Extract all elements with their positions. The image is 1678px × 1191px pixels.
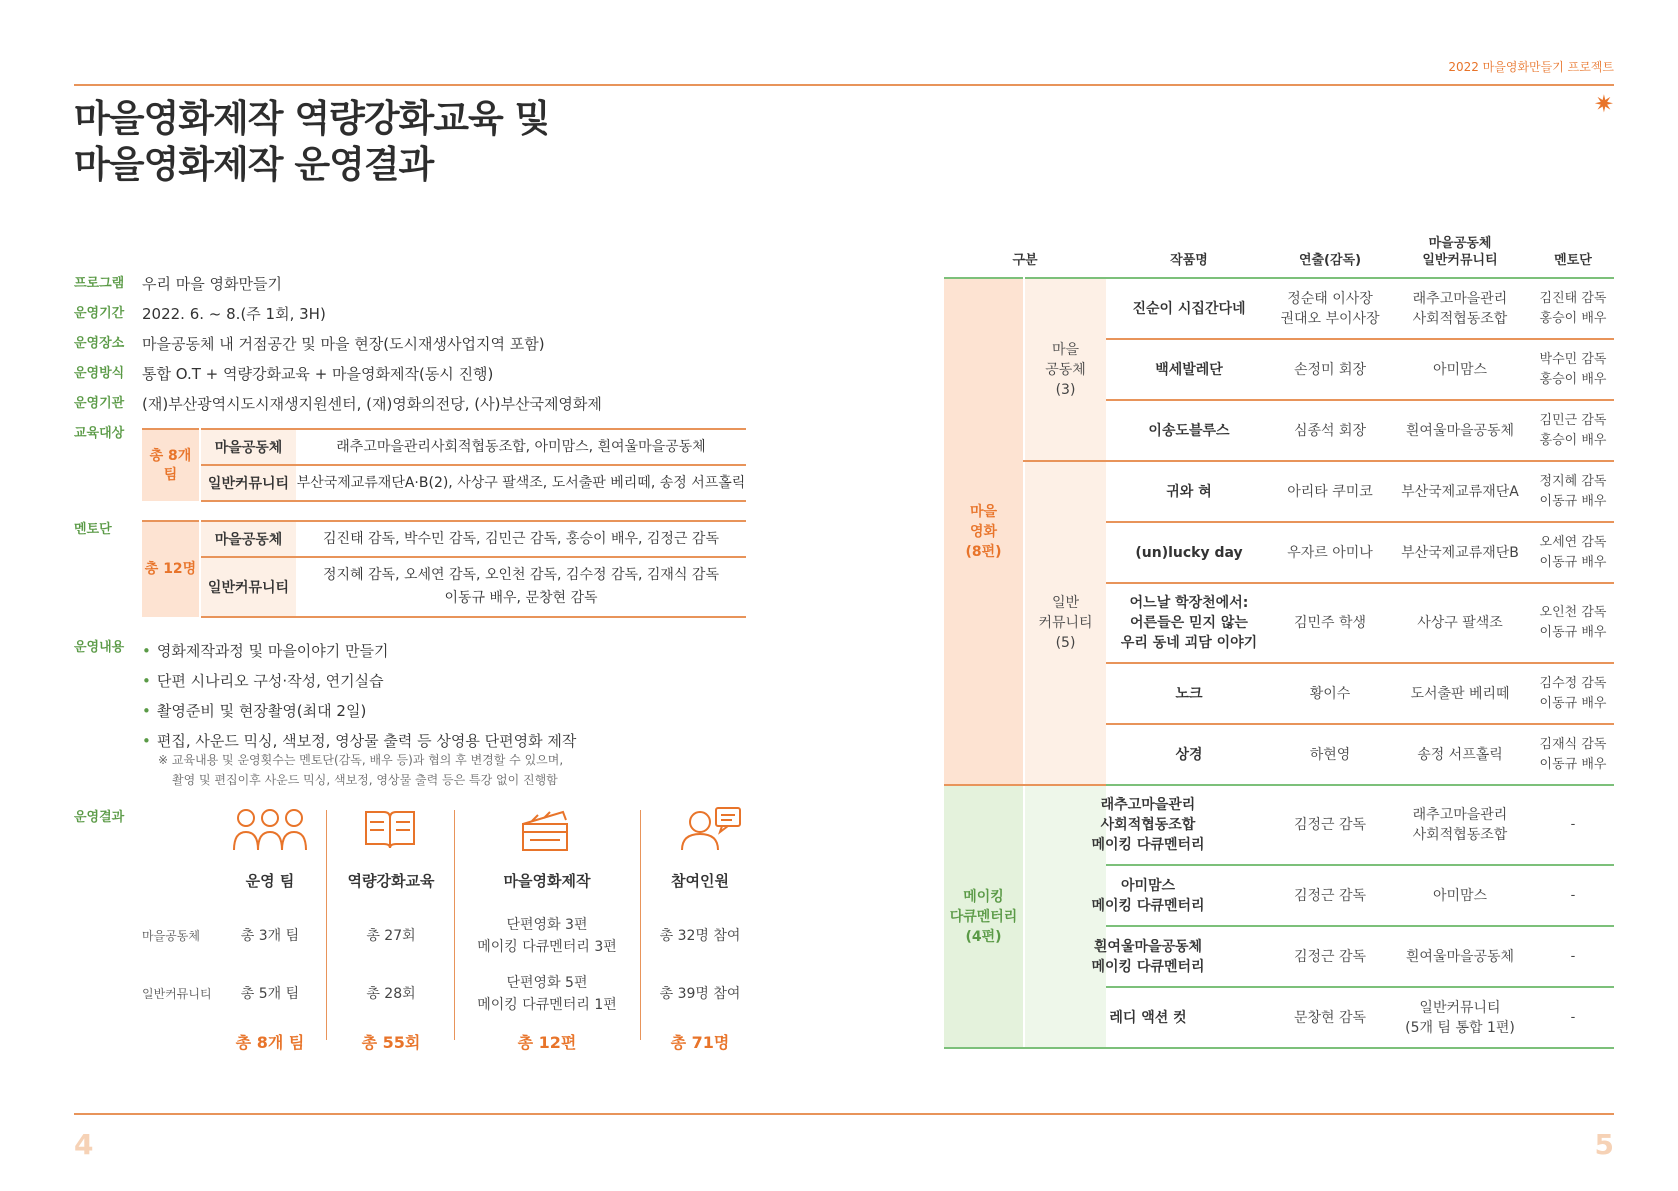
bottom-divider [74, 1113, 1614, 1115]
header-group: 구분 [1012, 253, 1038, 268]
info-value: 2022. 6. ~ 8.(주 1회, 3H) [142, 305, 326, 323]
film-title: 상경 [1106, 724, 1272, 785]
list-item: • 영화제작과정 및 마을이야기 만들기 [142, 642, 389, 660]
target-desc: 래추고마을관리사회적협동조합, 아미맘스, 흰여울마을공동체 [296, 429, 746, 465]
info-value: 마을공동체 내 거점공간 및 마을 현장(도시재생사업지역 포함) [142, 335, 545, 353]
target-label: 교육대상 [74, 426, 125, 441]
mentor-total: 총 12명 [142, 521, 200, 617]
contents-list [142, 636, 576, 756]
film-mentor: 오세연 감독 이동규 배우 [1532, 522, 1614, 583]
target-total: 총 8개 팀 [142, 429, 200, 501]
results-head: 역량강화교육 [347, 872, 435, 890]
film-community: 부산국제교류재단A [1388, 461, 1532, 522]
film-director: 손정미 회장 [1272, 339, 1388, 400]
film-mentor: 김진태 감독 홍승이 배우 [1532, 278, 1614, 339]
book-icon [362, 806, 418, 852]
results-cell: 총 27회 [366, 928, 416, 944]
doc-title: 래추고마을관리 사회적협동조합 메이킹 다큐멘터리 [1065, 785, 1231, 865]
film-director: 심종석 회장 [1272, 400, 1388, 461]
results-row-label: 일반커뮤니티 [142, 987, 212, 1001]
subgroup-cell-village: 마을 공동체 (3) [1024, 278, 1106, 461]
contents-note: ※ 교육내용 및 운영횟수는 멘토단(감독, 배우 등)과 협의 후 변경할 수 있으며, 촬영 및 편집이후 사운드 믹싱, 색보정, 영상물 출력 등은 특강 없이 진행함 [158, 753, 564, 787]
page-title: 마을영화제작 역량강화교육 및 마을영화제작 운영결과 [74, 97, 550, 186]
film-community: 래추고마을관리 사회적협동조합 [1388, 278, 1532, 339]
mentor-desc: 정지혜 감독, 오세연 감독, 오인천 감독, 김수정 감독, 김재식 감독 이동규 배우, 문창현 감독 [296, 557, 746, 617]
film-community: 사상구 팔색조 [1388, 583, 1532, 663]
info-label: 운영기관 [74, 396, 125, 411]
doc-title: 아미맘스 메이킹 다큐멘터리 [1065, 865, 1231, 926]
subgroup-cell-community: 일반 커뮤니티 (5) [1024, 461, 1106, 785]
film-mentor: 정지혜 감독 이동규 배우 [1532, 461, 1614, 522]
mentor-label: 멘토단 [74, 522, 112, 537]
doc-mentor: - [1532, 926, 1614, 987]
results-cell: 단편영화 3편 메이킹 다큐멘터리 3편 [477, 917, 617, 955]
results-cell: 총 28회 [366, 986, 416, 1002]
film-director: 김민주 학생 [1272, 583, 1388, 663]
film-title: (un)lucky day [1106, 522, 1272, 583]
target-category: 일반커뮤니티 [200, 465, 296, 501]
doc-mentor: - [1532, 785, 1614, 865]
results-cell: 총 5개 팀 [240, 986, 300, 1002]
doc-community: 아미맘스 [1388, 865, 1532, 926]
divider [640, 810, 641, 1040]
target-desc: 부산국제교류재단A·B(2), 사상구 팔색조, 도서출판 베리떼, 송정 서프홀릭 [296, 465, 746, 501]
results-cell: 총 39명 참여 [659, 986, 741, 1002]
film-community: 흰여울마을공동체 [1388, 400, 1532, 461]
doc-mentor: - [1532, 987, 1614, 1048]
mentor-table [142, 520, 746, 618]
top-divider [74, 84, 1614, 86]
clapperboard-icon [520, 806, 570, 852]
divider [326, 810, 327, 1040]
film-community: 도서출판 베리떼 [1388, 663, 1532, 724]
doc-title: 흰여울마을공동체 메이킹 다큐멘터리 [1065, 926, 1231, 987]
film-title: 백세발레단 [1106, 339, 1272, 400]
results-cell: 총 3개 팀 [240, 928, 300, 944]
info-label: 운영기간 [74, 306, 125, 321]
doc-community: 일반커뮤니티 (5개 팀 통합 1편) [1388, 987, 1532, 1048]
doc-director: 김정근 감독 [1272, 865, 1388, 926]
list-item: • 단편 시나리오 구성·작성, 연기실습 [142, 672, 384, 690]
results-total: 총 55회 [361, 1033, 421, 1052]
group-cell-village-film: 마을 영화 (8편) [944, 278, 1024, 785]
film-community: 아미맘스 [1388, 339, 1532, 400]
mentor-category: 마을공동체 [200, 521, 296, 557]
info-value: 우리 마을 영화만들기 [142, 275, 282, 293]
group-cell-making-doc: 메이킹 다큐멘터리 (4편) [944, 785, 1024, 1048]
divider [454, 810, 455, 1040]
list-item: • 촬영준비 및 현장촬영(최대 2일) [142, 702, 367, 720]
film-director: 황이수 [1272, 663, 1388, 724]
doc-mentor: - [1532, 865, 1614, 926]
film-director: 아리타 쿠미코 [1272, 461, 1388, 522]
film-director: 우자르 아미나 [1272, 522, 1388, 583]
header-community: 마을공동체 일반커뮤니티 [1422, 236, 1498, 268]
film-director: 하현영 [1272, 724, 1388, 785]
contents-label: 운영내용 [74, 640, 125, 655]
page-number-left: 4 [74, 1128, 94, 1161]
person-chat-icon [680, 806, 742, 852]
header-mentor: 멘토단 [1554, 253, 1592, 268]
results-cell: 총 32명 참여 [659, 928, 741, 944]
project-header: 2022 마을영화만들기 프로젝트 [1448, 60, 1614, 74]
film-title: 진순이 시집간다네 [1106, 278, 1272, 339]
team-icon [232, 806, 308, 852]
info-label: 운영방식 [74, 366, 125, 381]
results-total: 총 12편 [517, 1033, 577, 1052]
doc-director: 김정근 감독 [1272, 785, 1388, 865]
film-title: 어느날 학장천에서: 어른들은 믿지 않는 우리 동네 괴담 이야기 [1106, 583, 1272, 663]
film-director: 정순태 이사장 권대오 부이사장 [1272, 278, 1388, 339]
doc-director: 김정근 감독 [1272, 926, 1388, 987]
mentor-desc: 김진태 감독, 박수민 감독, 김민근 감독, 홍승이 배우, 김정근 감독 [296, 521, 746, 557]
results-head: 운영 팀 [245, 872, 295, 890]
results-total: 총 8개 팀 [235, 1033, 305, 1052]
info-value: (재)부산광역시도시재생지원센터, (재)영화의전당, (사)부산국제영화제 [142, 395, 602, 413]
results-cell: 단편영화 5편 메이킹 다큐멘터리 1편 [477, 975, 617, 1013]
list-item: • 편집, 사운드 믹싱, 색보정, 영상물 출력 등 상영용 단편영화 제작 [142, 732, 577, 750]
header-director: 연출(감독) [1298, 253, 1362, 268]
doc-community: 흰여울마을공동체 [1388, 926, 1532, 987]
results-head: 마을영화제작 [503, 872, 591, 890]
results-head: 참여인원 [671, 872, 729, 890]
film-community: 송정 서프홀릭 [1388, 724, 1532, 785]
film-title: 노크 [1106, 663, 1272, 724]
doc-community: 래추고마을관리 사회적협동조합 [1388, 785, 1532, 865]
film-title: 귀와 혀 [1106, 461, 1272, 522]
film-mentor: 오인천 감독 이동규 배우 [1532, 583, 1614, 663]
mentor-category: 일반커뮤니티 [200, 557, 296, 617]
results-total: 총 71명 [670, 1033, 730, 1052]
info-label: 운영장소 [74, 336, 125, 351]
film-community: 부산국제교류재단B [1388, 522, 1532, 583]
doc-title: 레디 액션 컷 [1065, 987, 1231, 1048]
film-mentor: 김재식 감독 이동규 배우 [1532, 724, 1614, 785]
target-category: 마을공동체 [200, 429, 296, 465]
doc-director: 문창현 감독 [1272, 987, 1388, 1048]
film-mentor: 김민근 감독 홍승이 배우 [1532, 400, 1614, 461]
films-table [944, 234, 1614, 1049]
header-work: 작품명 [1170, 253, 1208, 268]
page-number-right: 5 [1594, 1128, 1614, 1161]
info-value: 통합 O.T + 역량강화교육 + 마을영화제작(동시 진행) [142, 365, 494, 383]
results-row-label: 마을공동체 [142, 929, 200, 943]
film-title: 이송도블루스 [1106, 400, 1272, 461]
star-icon: ✷ [1593, 90, 1614, 118]
results-label: 운영결과 [74, 810, 125, 825]
target-table [142, 428, 746, 502]
info-label: 프로그램 [74, 276, 125, 291]
film-mentor: 박수민 감독 홍승이 배우 [1532, 339, 1614, 400]
film-mentor: 김수정 감독 이동규 배우 [1532, 663, 1614, 724]
